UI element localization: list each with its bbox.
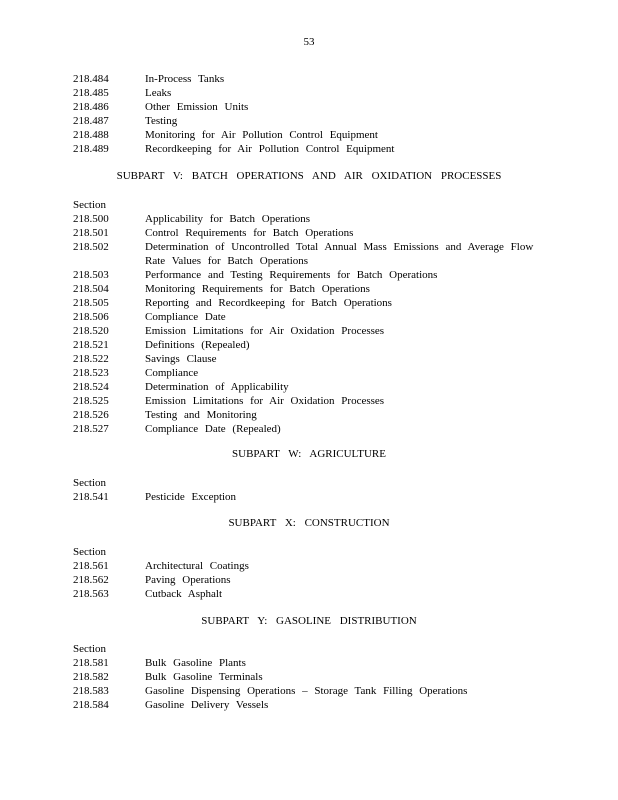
- toc-row: [73, 128, 553, 142]
- section-number: 218.486: [73, 101, 109, 113]
- toc-row: [73, 490, 553, 504]
- toc-row: [73, 324, 553, 338]
- section-label: Section: [73, 546, 106, 558]
- subpart-v-heading: SUBPART V: BATCH OPERATIONS AND AIR OXIDATION PROCESSES: [116, 170, 502, 182]
- section-number: 218.488: [73, 129, 109, 141]
- section-title: Recordkeeping for Air Pollution Control Equipment: [145, 143, 395, 155]
- toc-row: [73, 684, 553, 698]
- subpart-w-heading: SUBPART W: AGRICULTURE: [232, 448, 386, 460]
- toc-row: [73, 296, 553, 310]
- section-number: 218.562: [73, 574, 109, 586]
- section-title: Testing and Monitoring: [145, 409, 257, 421]
- section-title: In-Process Tanks: [145, 73, 225, 85]
- subpart-y-block: [73, 642, 553, 712]
- section-number: 218.522: [73, 353, 109, 365]
- section-title: Compliance Date (Repealed): [145, 423, 281, 435]
- section-title: Pesticide Exception: [145, 491, 237, 503]
- section-title: Performance and Testing Requirements for Batch Operations: [145, 269, 438, 281]
- section-title: Determination of Applicability: [145, 381, 289, 393]
- section-number: 218.504: [73, 283, 109, 295]
- section-title: Paving Operations: [145, 574, 231, 586]
- toc-row: [73, 86, 553, 100]
- toc-row: [73, 408, 553, 422]
- section-number: 218.502: [73, 241, 109, 253]
- section-number: 218.525: [73, 395, 109, 407]
- toc-row: [73, 310, 553, 324]
- section-title: Gasoline Dispensing Operations – Storage Tank Filling Operations: [145, 685, 468, 697]
- section-title: Emission Limitations for Air Oxidation Processes: [145, 395, 385, 407]
- section-number: 218.526: [73, 409, 109, 421]
- section-title: Bulk Gasoline Plants: [145, 657, 246, 669]
- section-number: 218.523: [73, 367, 109, 379]
- section-title: Savings Clause: [145, 353, 217, 365]
- toc-row: [73, 114, 553, 128]
- toc-row: [73, 100, 553, 114]
- section-title: Compliance Date: [145, 311, 226, 323]
- section-title: Architectural Coatings: [145, 560, 249, 572]
- section-number: 218.581: [73, 657, 109, 669]
- section-title: Gasoline Delivery Vessels: [145, 699, 269, 711]
- section-title: Testing: [145, 115, 178, 127]
- toc-row: [73, 268, 553, 282]
- subpart-y-heading: SUBPART Y: GASOLINE DISTRIBUTION: [201, 615, 417, 627]
- toc-row: [73, 573, 553, 587]
- section-number: 218.541: [73, 491, 109, 503]
- section-number: 218.563: [73, 588, 109, 600]
- section-number: 218.583: [73, 685, 109, 697]
- section-title: Other Emission Units: [145, 101, 249, 113]
- section-number: 218.501: [73, 227, 109, 239]
- toc-row: [73, 240, 553, 268]
- section-label: Section: [73, 199, 106, 211]
- subpart-v-block: [73, 198, 553, 436]
- section-title: Monitoring Requirements for Batch Operations: [145, 283, 370, 295]
- section-title: Emission Limitations for Air Oxidation Processes: [145, 325, 385, 337]
- section-number: 218.520: [73, 325, 109, 337]
- section-number: 218.500: [73, 213, 109, 225]
- section-title: Leaks: [145, 87, 172, 99]
- toc-row: [73, 282, 553, 296]
- section-number: 218.503: [73, 269, 109, 281]
- toc-row: [73, 338, 553, 352]
- page-number: 53: [303, 36, 315, 48]
- section-title: Determination of Uncontrolled Total Annual Mass Emissions and Average Flow Rate Values for Batch Operations: [145, 241, 534, 267]
- toc-row: [73, 656, 553, 670]
- section-number: 218.582: [73, 671, 109, 683]
- toc-row: [73, 226, 553, 240]
- subpart-x-heading: SUBPART X: CONSTRUCTION: [228, 517, 390, 529]
- toc-top-block: [73, 72, 553, 156]
- section-title: Reporting and Recordkeeping for Batch Operations: [145, 297, 392, 309]
- section-number: 218.524: [73, 381, 109, 393]
- toc-row: [73, 587, 553, 601]
- toc-row: [73, 394, 553, 408]
- toc-row: [73, 72, 553, 86]
- section-title: Cutback Asphalt: [145, 588, 223, 600]
- toc-row: [73, 670, 553, 684]
- toc-row: [73, 380, 553, 394]
- toc-row: [73, 366, 553, 380]
- section-number: 218.484: [73, 73, 109, 85]
- toc-row: [73, 698, 553, 712]
- toc-row: [73, 142, 553, 156]
- toc-row: [73, 559, 553, 573]
- toc-row: [73, 422, 553, 436]
- toc-row: [73, 352, 553, 366]
- subpart-x-block: [73, 545, 553, 601]
- section-title: Bulk Gasoline Terminals: [145, 671, 263, 683]
- section-label: Section: [73, 643, 106, 655]
- subpart-w-block: [73, 476, 553, 504]
- toc-row: [73, 212, 553, 226]
- section-title: Definitions (Repealed): [145, 339, 250, 351]
- section-label: Section: [73, 477, 106, 489]
- section-number: 218.584: [73, 699, 109, 711]
- section-number: 218.527: [73, 423, 109, 435]
- section-title: Control Requirements for Batch Operations: [145, 227, 354, 239]
- section-title: Applicability for Batch Operations: [145, 213, 311, 225]
- section-number: 218.521: [73, 339, 109, 351]
- section-number: 218.487: [73, 115, 109, 127]
- section-number: 218.506: [73, 311, 109, 323]
- section-number: 218.485: [73, 87, 109, 99]
- section-number: 218.561: [73, 560, 109, 572]
- section-number: 218.489: [73, 143, 109, 155]
- section-number: 218.505: [73, 297, 109, 309]
- section-title: Monitoring for Air Pollution Control Equipment: [145, 129, 378, 141]
- section-title: Compliance: [145, 367, 199, 379]
